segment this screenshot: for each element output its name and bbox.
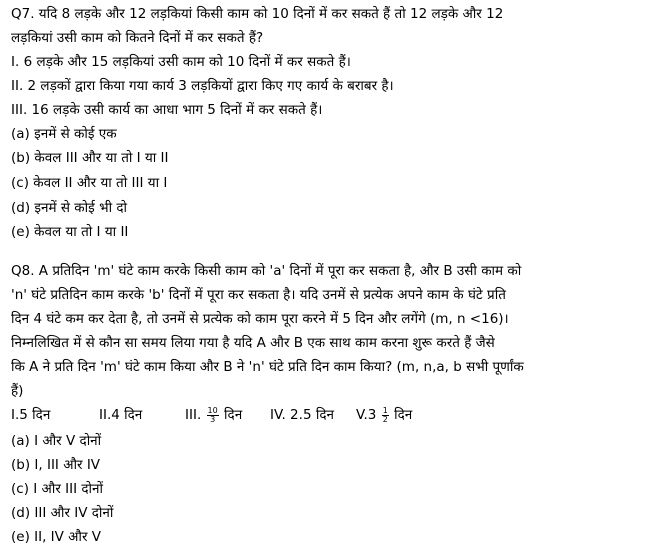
q8-value-ii: II.4 दिन xyxy=(99,407,143,423)
q8-value-iv: IV. 2.5 दिन xyxy=(270,407,334,423)
q8-question-line-1: Q8. A प्रतिदिन 'm' घंटे काम करके किसी काम को 'a' दिनों में पूरा कर सकता है, और B उसी काम को xyxy=(11,263,522,279)
q7-option-b: (b) केवल III और या तो I या II xyxy=(11,150,169,166)
q8-value-iii xyxy=(185,406,242,424)
q8-value-v-prefix: V.3 xyxy=(356,407,377,423)
q8-value-iii-fraction xyxy=(207,407,219,424)
q7-question-line-2: लड़कियां उसी काम को कितने दिनों में कर सकते हैं? xyxy=(11,30,264,46)
q7-statement-3: III. 16 लड़के उसी कार्य का आधा भाग 5 दिनों में कर सकते हैं। xyxy=(11,102,323,118)
q8-option-c: (c) I और III दोनों xyxy=(11,481,104,497)
q7-option-a: (a) इनमें से कोई एक xyxy=(11,126,117,142)
q8-question-line-5: कि A ने प्रति दिन 'm' घंटे काम किया और B ने 'n' घंटे प्रति दिन काम किया? (m, n,a, b सभी पूर्णांक xyxy=(11,359,524,375)
q7-question-line-1: Q7. यदि 8 लड़के और 12 लड़कियां किसी काम को 10 दिनों में कर सकते हैं तो 12 लड़के और 12 xyxy=(11,6,504,22)
q7-statement-1: I. 6 लड़के और 15 लड़कियां उसी काम को 10 दिनों में कर सकते हैं। xyxy=(11,54,351,70)
q8-value-iii-suffix: दिन xyxy=(224,407,243,423)
q7-statement-2: II. 2 लड़कों द्वारा किया गया कार्य 3 लड़कियों द्वारा किए गए कार्य के बराबर है। xyxy=(11,78,394,94)
q8-value-v-suffix: दिन xyxy=(394,407,413,423)
q7-option-e: (e) केवल या तो I या II xyxy=(11,224,129,240)
q8-question-line-4: निम्नलिखित में से कौन सा समय लिया गया है यदि A और B एक साथ काम करना शुरू करते हैं जैसे xyxy=(11,335,495,351)
q8-question-line-6: हैं) xyxy=(11,383,24,399)
q8-value-iii-denominator: 3 xyxy=(210,414,216,424)
q8-value-v-denominator: 2 xyxy=(382,414,388,424)
q8-option-a: (a) I और V दोनों xyxy=(11,433,102,449)
q8-value-v-numerator: 1 xyxy=(382,405,388,415)
q8-option-d: (d) III और IV दोनों xyxy=(11,505,114,521)
q8-value-v xyxy=(356,406,412,424)
q8-option-b: (b) I, III और IV xyxy=(11,457,101,473)
q8-value-v-fraction xyxy=(382,407,389,424)
q8-value-iii-numerator: 10 xyxy=(207,405,218,415)
q7-option-d: (d) इनमें से कोई भी दो xyxy=(11,200,128,216)
q7-option-c: (c) केवल II और या तो III या I xyxy=(11,175,168,191)
q8-option-e: (e) II, IV और V xyxy=(11,529,102,545)
q8-question-line-3: दिन 4 घंटे कम कर देता है, तो उनमें से प्रत्येक को काम पूरा करने में 5 दिन और लगेंगे (m, n <16)। xyxy=(11,311,509,327)
q8-question-line-2: 'n' घंटे प्रतिदिन काम करके 'b' दिनों में पूरा कर सकता है। यदि उनमें से प्रत्येक अपने काम के घंटे प्रति xyxy=(11,287,506,303)
q8-values-row xyxy=(11,406,641,426)
q8-value-i: I.5 दिन xyxy=(11,407,51,423)
q8-value-iii-prefix: III. xyxy=(185,407,202,423)
